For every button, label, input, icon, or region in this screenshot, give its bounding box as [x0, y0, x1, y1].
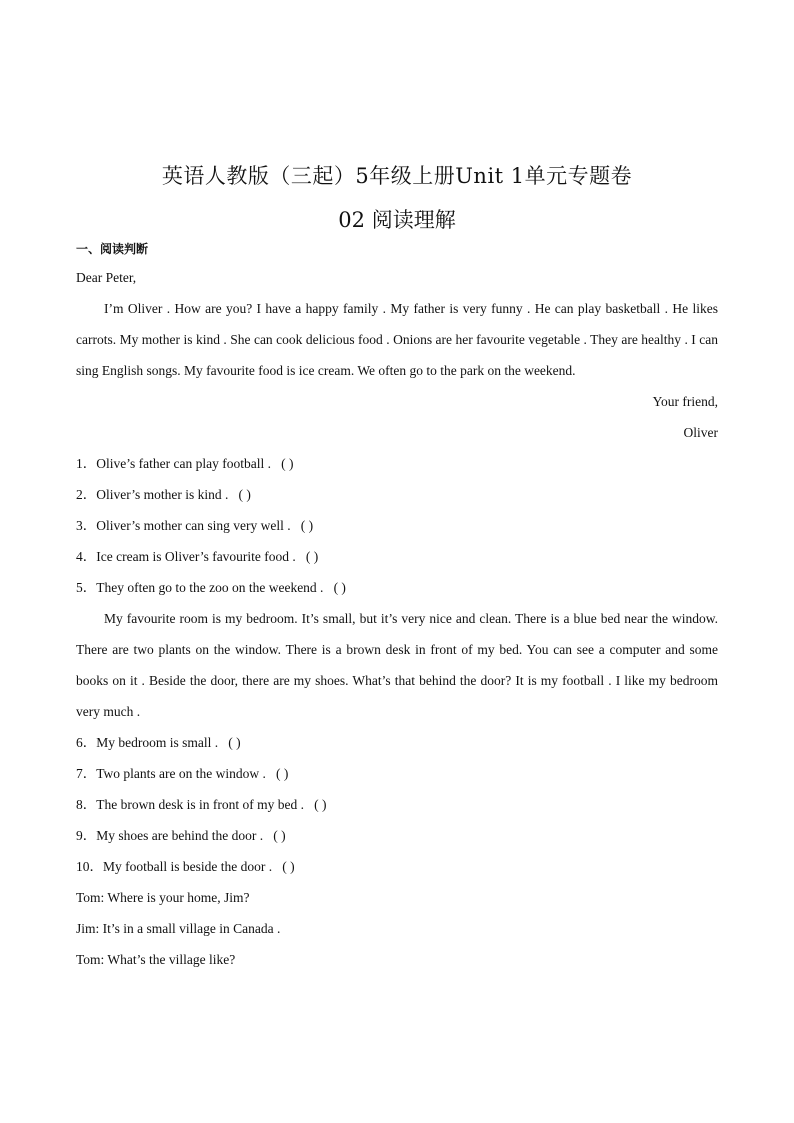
question-item	[76, 448, 718, 479]
answer-blank[interactable]: ( )	[228, 735, 241, 750]
dialogue-line: Tom: What’s the village like?	[76, 952, 236, 967]
letter-signature: Oliver	[683, 425, 718, 440]
question-number: 2．	[76, 487, 97, 502]
answer-blank[interactable]: ( )	[300, 518, 314, 533]
answer-blank[interactable]: ( )	[305, 549, 319, 564]
answer-blank[interactable]: ( )	[282, 859, 295, 874]
question-number: 10．	[76, 859, 103, 874]
question-item	[76, 851, 718, 882]
question-text: Oliver’s mother can sing very well .	[96, 518, 291, 533]
question-text: My shoes are behind the door .	[96, 828, 264, 843]
question-text: My bedroom is small .	[96, 735, 219, 750]
worksheet-body	[76, 262, 718, 975]
answer-blank[interactable]: ( )	[314, 797, 327, 812]
worksheet-title: 英语人教版（三起）5年级上册Unit 1单元专题卷	[161, 164, 633, 188]
question-text: They often go to the zoo on the weekend .	[96, 580, 324, 595]
question-text: Two plants are on the window .	[96, 766, 266, 781]
question-text: Oliver’s mother is kind .	[96, 487, 229, 502]
question-item	[76, 789, 718, 820]
section-heading: 一、阅读判断	[76, 242, 149, 256]
question-item	[76, 727, 718, 758]
answer-blank[interactable]: ( )	[281, 456, 294, 471]
answer-blank[interactable]: ( )	[238, 487, 251, 502]
question-number: 5．	[76, 580, 97, 595]
question-number: 9．	[76, 828, 97, 843]
question-item	[76, 758, 718, 789]
worksheet-subtitle: 02 阅读理解	[338, 208, 456, 232]
answer-blank[interactable]: ( )	[273, 828, 286, 843]
question-text: My football is beside the door .	[103, 859, 273, 874]
question-item	[76, 572, 718, 603]
question-item	[76, 820, 718, 851]
question-text: The brown desk is in front of my bed .	[96, 797, 304, 812]
dialogue-line: Jim: It’s in a small village in Canada .	[76, 921, 281, 936]
answer-blank[interactable]: ( )	[333, 580, 346, 595]
question-number: 6．	[76, 735, 97, 750]
question-number: 1．	[76, 456, 97, 471]
question-number: 7．	[76, 766, 97, 781]
question-number: 3．	[76, 518, 97, 533]
letter-closing: Your friend,	[652, 394, 718, 409]
question-text: Olive’s father can play football .	[96, 456, 271, 471]
dialogue-line: Tom: Where is your home, Jim?	[76, 890, 250, 905]
letter-greeting: Dear Peter,	[76, 270, 137, 285]
passage-1: I’m Oliver . How are you? I have a happy family . My father is very funny . He can play basketball . He likes carrots. My mother is kind . She can cook delicious food . Onions are her favourite vegetable . They are healthy . I can sing English songs. My favourite food is ice cream. We often go to the park on the weekend.	[76, 301, 718, 378]
question-text: Ice cream is Oliver’s favourite food .	[96, 549, 296, 564]
question-item	[76, 510, 718, 541]
passage-2: My favourite room is my bedroom. It’s small, but it’s very nice and clean. There is a blue bed near the window. There are two plants on the window. There is a brown desk in front of my bed. You can see a computer and some books on it . Beside the door, there are my shoes. What’s that behind the door? It is my football . I like my bedroom very much .	[76, 611, 718, 719]
question-number: 8．	[76, 797, 97, 812]
question-item	[76, 541, 718, 572]
question-item	[76, 479, 718, 510]
question-number: 4．	[76, 549, 97, 564]
answer-blank[interactable]: ( )	[276, 766, 289, 781]
